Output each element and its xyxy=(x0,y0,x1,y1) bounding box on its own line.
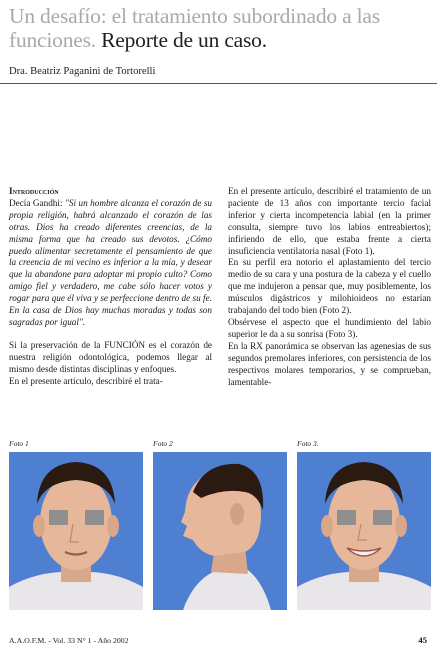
figure-label-1: Foto 1 xyxy=(9,439,29,448)
text-column-right xyxy=(228,186,431,388)
paragraph-profile: En su perfil era notorio el aplastamiento del tercio medio de su cara y una postura de la cabeza y el cuello que me indujeron a pensar que, muy posiblemente, los músculos digástricos y milohioideos no estarían trabajando del todo bien (Foto 2). xyxy=(228,257,431,316)
paragraph-function: Si la preservación de la FUNCIÓN es el corazón de nuestra religión odontológica, podemos llegar al mismo desde distintas disciplinas y enfoques. xyxy=(9,339,212,374)
section-heading: Introducción xyxy=(9,186,59,196)
page-number: 45 xyxy=(418,635,427,645)
gandhi-quote xyxy=(9,198,212,329)
figure-label-3: Foto 3. xyxy=(297,439,319,448)
paragraph-smile: Obsérvese el aspecto que el hundimiento del labio superior le da a su sonrisa (Foto 3). xyxy=(228,316,431,339)
article-title xyxy=(9,4,434,52)
title-main: Un desafío: el tratamiento subordinado a las funciones. xyxy=(9,4,380,52)
author-name: Dra. Beatriz Paganini de Tortorelli xyxy=(9,66,156,77)
photo-smile xyxy=(297,452,431,610)
paragraph-case-start xyxy=(9,376,212,388)
case-text-part1: En el presente artículo, describiré el trata- xyxy=(9,375,163,386)
title-subtitle: Reporte de un caso. xyxy=(101,28,267,52)
paragraph-case-continued: En el presente artículo, describiré el tratamiento de un paciente de 13 años con importante tercio facial inferior y cierta incompetencia labial (en la primer consulta, siempre tuvo los labios entreabiertos); infiriendo de ello, que estaba frente a cierta insuficiencia ventilatoria nasal (Foto 1). xyxy=(228,186,431,256)
paragraph-xray: En la RX panorámica se observan las agenesias de sus segundos premolares inferiores, con persistencia de los respectivos molares temporarios, y se comprueban, lamentable- xyxy=(228,340,431,387)
journal-footer: A.A.O.F.M. - Vol. 33 N° 1 - Año 2002 xyxy=(9,636,129,645)
photo-frontal xyxy=(9,452,143,610)
header-divider xyxy=(0,83,437,84)
quote-lead: Decía Gandhi: xyxy=(9,197,65,208)
photo-profile xyxy=(153,452,287,610)
quote-text: "Si un hombre alcanza el corazón de su propia religión, habrá alcanzado el corazón de las otras. Dios ha creado diferentes creencias, de la misma forma que ha creado sus devotos. ¿Cómo puedo alimentar secretamente el pensamiento de que la creencia de mi vecino es inferior a la mía, y desear que la abandone para adoptar mi propio culto? Como amigo fiel y verdadero, me cabe sólo hacer votos y rogar para que él viva y se perfeccione dentro de su fe. En la casa de Dios hay muchas moradas y todas son sagradas por igual". xyxy=(9,197,212,327)
text-column-left xyxy=(9,186,212,388)
figure-label-2: Foto 2 xyxy=(153,439,173,448)
